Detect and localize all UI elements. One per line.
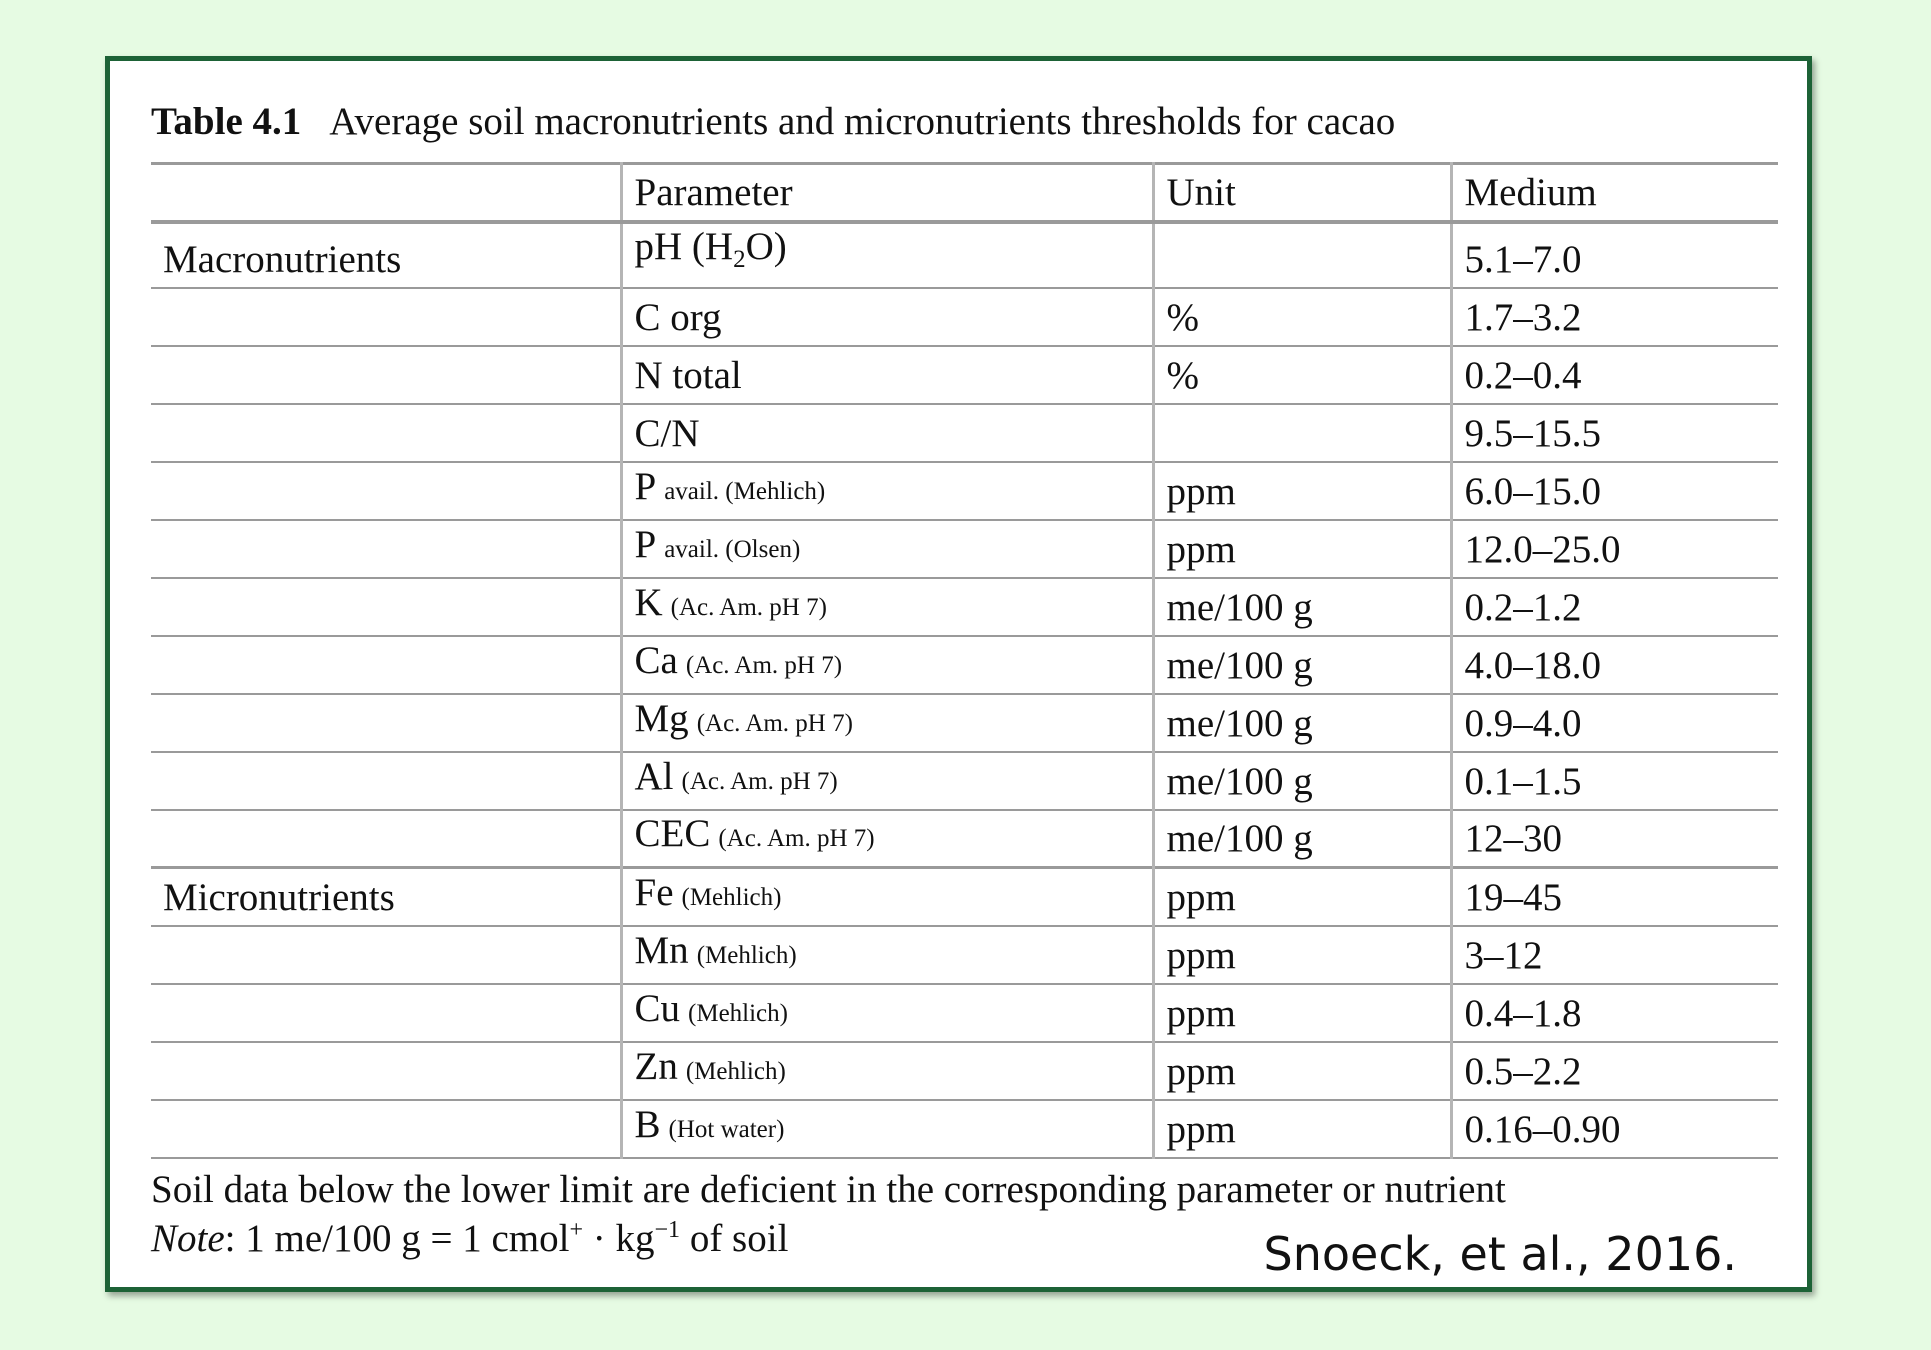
ph-formula-tail: O) [745,224,787,268]
source-credit: Snoeck, et al., 2016. [1263,1227,1737,1281]
unit-cell: % [1153,346,1451,404]
parameter-name: CEC [634,812,711,855]
table-body [151,222,1778,1158]
unit-cell: me/100 g [1153,578,1451,636]
table-header-row [151,164,1778,222]
parameter-method: avail. (Olsen) [664,535,801,563]
category-cell [151,810,621,868]
unit-cell: me/100 g [1153,752,1451,810]
table-row [151,636,1778,694]
table-row [151,462,1778,520]
parameter-name: P [634,464,657,508]
parameter-cell [621,926,1153,984]
unit-cell [1153,404,1451,462]
table-row [151,1100,1778,1158]
parameter-name: Cu [634,986,681,1030]
medium-cell: 0.2–0.4 [1451,346,1778,404]
medium-cell: 0.4–1.8 [1451,984,1778,1042]
parameter-method: (Mehlich) [681,883,782,911]
medium-cell: 3–12 [1451,926,1778,984]
table-row [151,520,1778,578]
table-row [151,868,1778,926]
category-cell [151,694,621,752]
ph-formula-subscript: 2 [733,245,746,273]
parameter-cell [621,636,1153,694]
unit-cell: % [1153,288,1451,346]
note-text-c: of soil [680,1217,789,1260]
note-sup-plus: + [569,1217,584,1243]
unit-cell: ppm [1153,1100,1451,1158]
parameter-name: Mg [634,696,689,740]
table-row [151,222,1778,288]
medium-cell: 19–45 [1451,868,1778,926]
parameter-cell [621,288,1153,346]
header-parameter: Parameter [621,164,1153,222]
note-label: Note [151,1217,225,1260]
medium-cell: 1.7–3.2 [1451,288,1778,346]
unit-cell: ppm [1153,926,1451,984]
parameter-name: C org [634,295,722,339]
parameter-cell [621,1042,1153,1100]
parameter-method: avail. (Mehlich) [664,477,826,505]
note-text-a: : 1 me/100 g = 1 cmol [224,1217,570,1260]
category-cell [151,288,621,346]
medium-cell: 12–30 [1451,810,1778,868]
unit-cell: ppm [1153,984,1451,1042]
category-cell [151,1100,621,1158]
category-cell [151,984,621,1042]
medium-cell: 0.1–1.5 [1451,752,1778,810]
parameter-method: (Mehlich) [685,1057,786,1085]
unit-cell: ppm [1153,1042,1451,1100]
medium-cell: 0.5–2.2 [1451,1042,1778,1100]
category-cell [151,752,621,810]
parameter-cell [621,984,1153,1042]
unit-cell: me/100 g [1153,810,1451,868]
deficiency-note: Soil data below the lower limit are deficient in the corresponding parameter or nutrient [151,1168,1506,1211]
category-cell [151,1042,621,1100]
category-cell: Micronutrients [163,875,395,919]
category-cell [151,346,621,404]
parameter-cell [621,346,1153,404]
category-cell: Macronutrients [163,237,402,281]
table-row [151,810,1778,868]
parameter-cell [621,1100,1153,1158]
unit-cell: me/100 g [1153,694,1451,752]
table-row [151,694,1778,752]
category-cell [151,926,621,984]
medium-cell: 5.1–7.0 [1451,222,1778,288]
parameter-cell [621,752,1153,810]
parameter-name: Zn [634,1044,678,1088]
header-category [151,164,621,222]
parameter-method: (Ac. Am. pH 7) [685,651,843,679]
unit-cell: ppm [1153,868,1451,926]
category-cell [151,404,621,462]
category-cell [151,578,621,636]
parameter-name: pH (H [634,224,734,268]
unit-cell [1153,222,1451,288]
table-row [151,404,1778,462]
table-title: Average soil macronutrients and micronutrients thresholds for cacao [329,100,1396,143]
medium-cell: 0.2–1.2 [1451,578,1778,636]
category-cell [151,636,621,694]
parameter-name: Fe [634,870,674,914]
category-cell [151,520,621,578]
parameter-cell [621,694,1153,752]
medium-cell: 12.0–25.0 [1451,520,1778,578]
note-text-b: · kg [583,1217,655,1260]
medium-cell: 0.9–4.0 [1451,694,1778,752]
header-unit: Unit [1153,164,1451,222]
medium-cell: 6.0–15.0 [1451,462,1778,520]
table-row [151,578,1778,636]
parameter-name: P [634,522,657,566]
unit-cell: ppm [1153,520,1451,578]
parameter-name: B [634,1102,661,1146]
table-row [151,346,1778,404]
parameter-cell [621,520,1153,578]
parameter-name: K [634,580,663,624]
unit-cell: ppm [1153,462,1451,520]
parameter-method: (Hot water) [668,1115,785,1143]
table-row [151,288,1778,346]
table-caption [151,99,1395,145]
parameter-name: Al [634,754,674,798]
category-cell [151,462,621,520]
table-row [151,1042,1778,1100]
medium-cell: 0.16–0.90 [1451,1100,1778,1158]
header-medium: Medium [1451,164,1778,222]
parameter-name: C/N [634,411,700,455]
parameter-cell [621,810,1153,868]
unit-cell: me/100 g [1153,636,1451,694]
parameter-cell [621,462,1153,520]
parameter-name: Ca [634,638,678,682]
parameter-method: (Ac. Am. pH 7) [696,709,853,737]
table-number: Table 4.1 [151,100,302,143]
nutrient-table [151,162,1778,1159]
table-row [151,984,1778,1042]
parameter-method: (Ac. Am. pH 7) [670,593,827,621]
medium-cell: 4.0–18.0 [1451,636,1778,694]
parameter-name: Mn [634,928,689,972]
table-card [105,56,1812,1292]
parameter-cell [621,404,1153,462]
table-row [151,926,1778,984]
parameter-method: (Ac. Am. pH 7) [681,767,838,795]
parameter-method: (Mehlich) [688,999,788,1027]
medium-cell: 9.5–15.5 [1451,404,1778,462]
unit-note [151,1216,788,1262]
parameter-cell [621,222,1153,288]
parameter-cell [621,578,1153,636]
note-sup-minus1: −1 [654,1217,681,1243]
table-row [151,752,1778,810]
parameter-method: (Ac. Am. pH 7) [718,825,875,852]
parameter-method: (Mehlich) [696,941,797,969]
parameter-name: N total [634,353,742,397]
parameter-cell [621,868,1153,926]
